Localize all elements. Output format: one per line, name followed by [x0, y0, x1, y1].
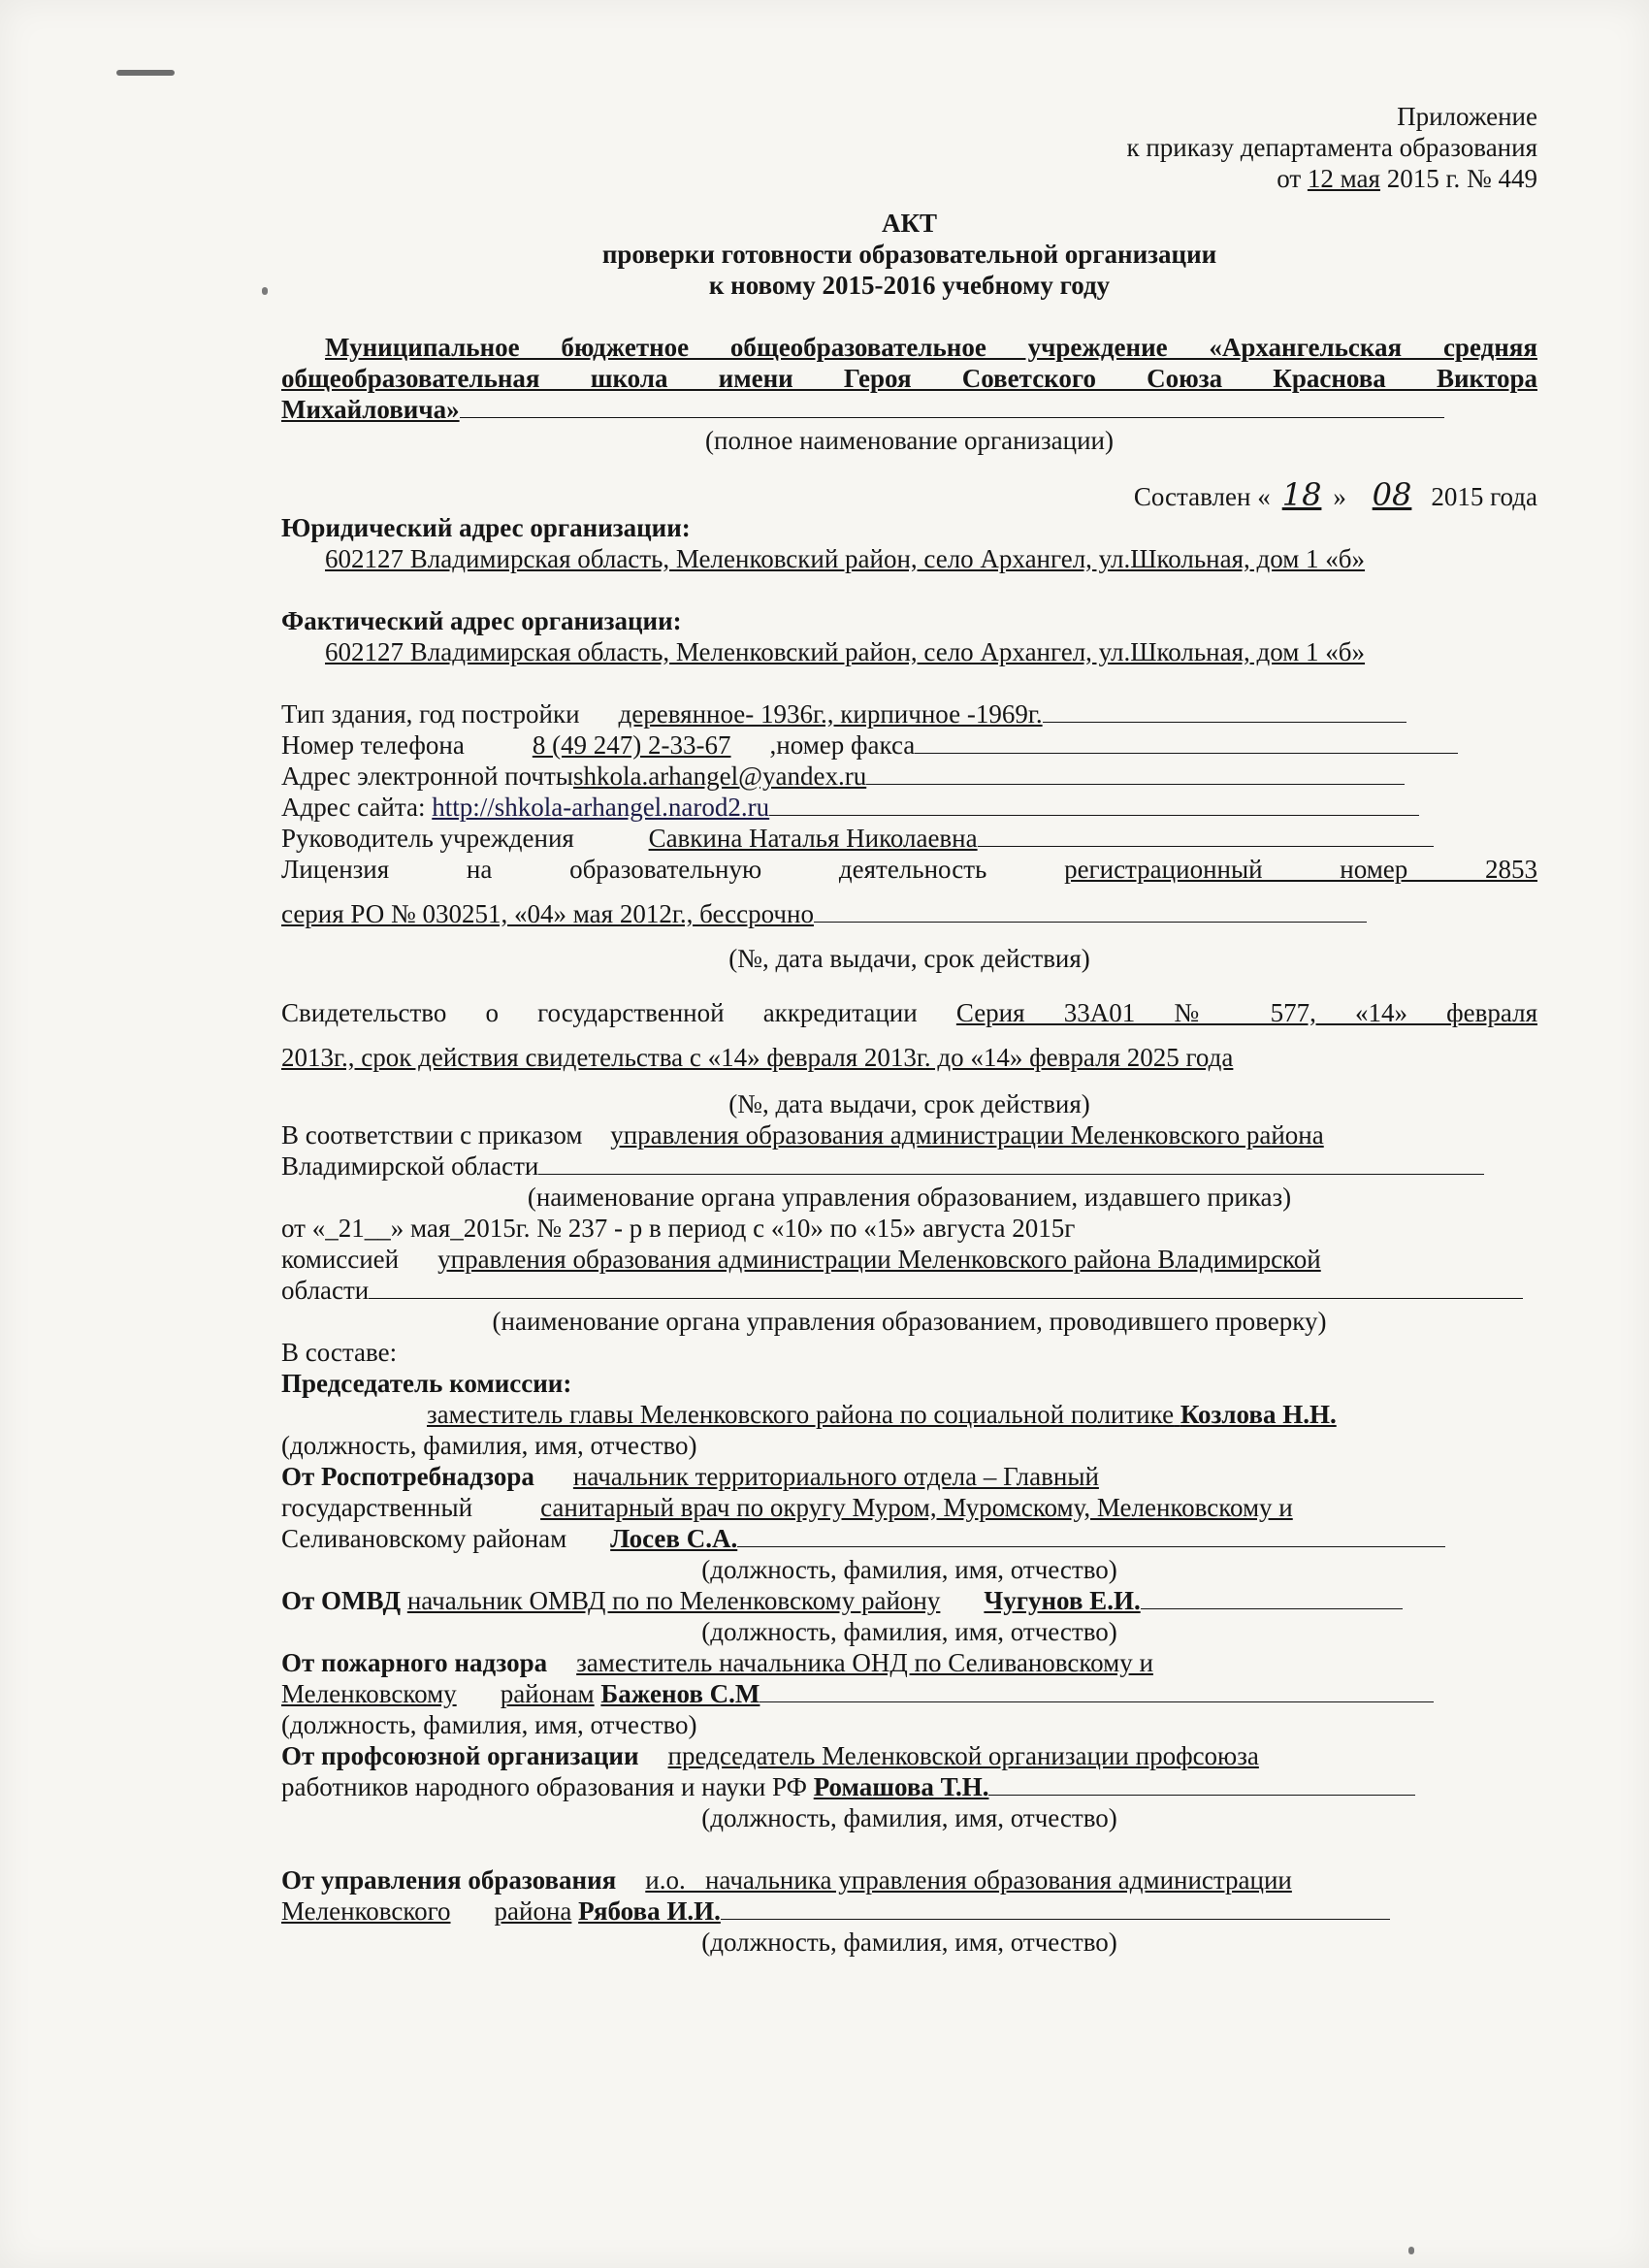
omvd-caption: (должность, фамилия, имя, отчество)	[701, 1617, 1117, 1646]
site-row: Адрес сайта: http://shkola-arhangel.narod2.ru	[281, 792, 1537, 823]
order-caption: (наименование органа управления образованием, издавшего приказ)	[527, 1183, 1292, 1212]
building-row: Тип здания, год постройки деревянное- 1936г., кирпичное -1969г.	[281, 698, 1537, 729]
scan-speck	[262, 287, 268, 295]
chair-label: Председатель комиссии:	[281, 1369, 572, 1398]
rpn-caption: (должность, фамилия, имя, отчество)	[701, 1555, 1117, 1584]
edu-name: Рябова И.И.	[578, 1896, 721, 1926]
fire-caption: (должность, фамилия, имя, отчество)	[281, 1710, 697, 1739]
accreditation-caption: (№, дата выдачи, срок действия)	[728, 1089, 1090, 1118]
union-name: Ромашова Т.Н.	[813, 1772, 989, 1801]
omvd-name: Чугунов Е.И.	[984, 1586, 1141, 1615]
order-row: В соответствии с приказом управления образования администрации Меленковского района	[281, 1120, 1324, 1150]
building-value: деревянное- 1936г., кирпичное -1969г.	[618, 699, 1043, 729]
phone-row: Номер телефона 8 (49 247) 2-33-67 ,номер факса	[281, 729, 1537, 761]
organization-name-line: Михайловича»	[281, 394, 1537, 425]
site-link[interactable]: http://shkola-arhangel.narod2.ru	[432, 793, 770, 822]
rpn-name: Лосев С.А.	[610, 1524, 738, 1553]
appendix-line: Приложение	[1397, 102, 1537, 131]
appendix-line: к приказу департамента образования	[1126, 133, 1537, 162]
composition-label: В составе:	[281, 1338, 398, 1367]
edu-row: От управления образования и.о._ начальника управления образования администрации	[281, 1865, 1292, 1895]
organization-name-line: общеобразовательная школа имени Героя Советского Союза Краснова Виктора	[281, 364, 1537, 393]
chair-name: Козлова Н.Н.	[1180, 1400, 1337, 1429]
organization-caption: (полное наименование организации)	[705, 426, 1114, 455]
fire-row-2: Меленковскому районам Баженов С.М	[281, 1678, 1537, 1709]
accreditation-row-2: 2013г., срок действия свидетельства с «14» февраля 2013г. до «14» февраля 2025 года	[281, 1043, 1234, 1072]
chair-caption: (должность, фамилия, имя, отчество)	[281, 1431, 697, 1460]
document-title	[281, 208, 1537, 301]
union-row: От профсоюзной организации председатель Меленковской организации профсоюза	[281, 1741, 1259, 1770]
commission-row-2: области	[281, 1275, 1537, 1306]
appendix-date: от 12 мая 2015 г. № 449	[1277, 164, 1537, 193]
order-value: управления образования администрации Меленковского района	[610, 1120, 1324, 1150]
order-row-2: Владимирской области	[281, 1150, 1537, 1182]
edu-row-2: Меленковского района Рябова И.И.	[281, 1895, 1537, 1927]
compiled-month: 08	[1372, 476, 1412, 513]
commission-caption: (наименование органа управления образованием, проводившего проверку)	[492, 1307, 1327, 1336]
actual-address-label: Фактический адрес организации:	[281, 606, 682, 635]
commission-row: комиссией управления образования администрации Меленковского района Владимирской	[281, 1245, 1321, 1274]
accreditation-row: Свидетельство о государственной аккредитации Серия 33А01 № 577, «14» февраля	[281, 998, 1538, 1027]
email-value: shkola.arhangel@yandex.ru	[572, 761, 867, 791]
title-line: АКТ	[881, 209, 938, 238]
order-period: от «_21__» мая_2015г. № 237 - р в период с «10» по «15» августа 2015г	[281, 1214, 1076, 1243]
scan-speck	[1408, 2247, 1414, 2254]
chair-row: заместитель главы Меленковского района по социальной политике Козлова Н.Н.	[427, 1400, 1337, 1429]
appendix-date-value: 12 мая	[1307, 164, 1380, 193]
license-value: регистрационный номер 2853	[1064, 855, 1538, 884]
legal-address-label: Юридический адрес организации:	[281, 513, 691, 542]
license-row-2: серия РО № 030251, «04» мая 2012г., бессрочно	[281, 898, 1537, 929]
title-line: к новому 2015-2016 учебному году	[708, 271, 1111, 300]
actual-address-value: 602127 Владимирская область, Меленковский район, село Архангел, ул.Школьная, дом 1 «б»	[325, 637, 1366, 666]
compiled-date: Составлен « 18 » 08 2015 года	[1133, 476, 1537, 513]
document-body	[281, 101, 1537, 1958]
union-row-2: работников народного образования и науки РФ Ромашова Т.Н.	[281, 1771, 1537, 1802]
rpn-row-2: государственный санитарный врач по округу Муром, Муромскому, Меленковскому и	[281, 1493, 1293, 1522]
phone-value: 8 (49 247) 2-33-67	[532, 730, 731, 760]
rpn-row-3: Селивановскому районам Лосев С.А.	[281, 1523, 1537, 1554]
omvd-row: От ОМВД начальник ОМВД по по Меленковскому району Чугунов Е.И.	[281, 1585, 1537, 1616]
legal-address-value: 602127 Владимирская область, Меленковский район, село Архангел, ул.Школьная, дом 1 «б»	[325, 544, 1366, 573]
email-row: Адрес электронной почтыshkola.arhangel@yandex.ru	[281, 761, 1537, 792]
staple-mark	[116, 70, 175, 76]
fire-name: Баженов С.М	[600, 1679, 760, 1708]
compiled-day: 18	[1281, 476, 1322, 513]
commission-value: управления образования администрации Меленковского района Владимирской	[437, 1245, 1321, 1274]
title-line: проверки готовности образовательной организации	[601, 240, 1217, 269]
head-value: Савкина Наталья Николаевна	[648, 824, 978, 853]
union-caption: (должность, фамилия, имя, отчество)	[701, 1803, 1117, 1832]
fire-row: От пожарного надзора заместитель начальника ОНД по Селивановскому и	[281, 1648, 1153, 1677]
head-row: Руководитель учреждения Савкина Наталья Николаевна	[281, 823, 1537, 854]
license-row: Лицензия на образовательную деятельность регистрационный номер 2853	[281, 855, 1538, 884]
edu-caption: (должность, фамилия, имя, отчество)	[701, 1928, 1117, 1957]
accreditation-value: Серия 33А01 № 577, «14» февраля	[955, 998, 1538, 1027]
organization-name-line: Муниципальное бюджетное общеобразовательное учреждение «Архангельская средняя	[325, 333, 1537, 362]
appendix-header	[281, 101, 1537, 194]
rpn-row: От Роспотребнадзора начальник территориального отдела – Главный	[281, 1462, 1099, 1491]
license-caption: (№, дата выдачи, срок действия)	[728, 944, 1090, 973]
